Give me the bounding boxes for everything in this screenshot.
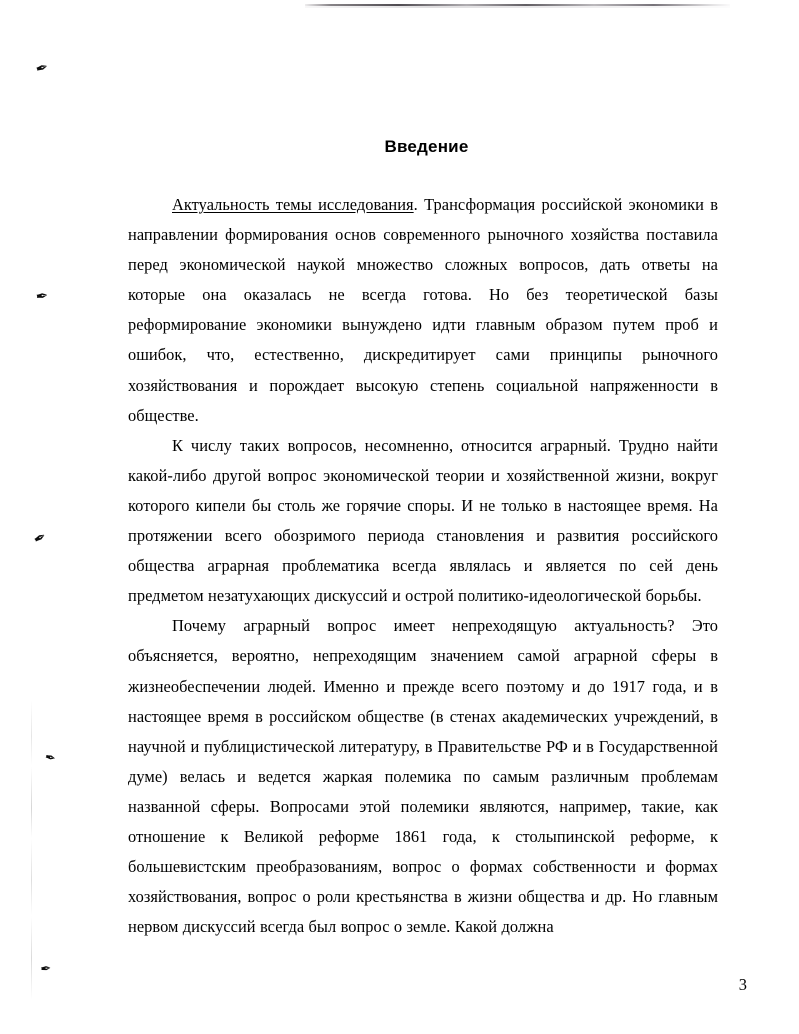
paragraph-why-relevant <box>128 611 718 942</box>
paragraph-body: К числу таких вопросов, несомненно, относится аграрный. Трудно найти какой-либо другой вопрос экономической теории и хозяйственной жизни, вокруг которого кипели бы столь же горячие споры. И не только в настоящее время. На протяжении всего обозримого периода становления и развития российского общества аграрная проблематика всегда являлась и является по сей день предметом незатухающих дискуссий и острой политико-идеологической борьбы. <box>128 435 718 606</box>
scan-streak-artifact <box>305 4 730 6</box>
margin-speck-5-icon: ✒ <box>39 961 53 978</box>
paragraph-agrarian-question <box>128 431 718 612</box>
margin-speck-3-icon: ✒ <box>30 527 50 549</box>
paragraph-relevance <box>128 190 718 431</box>
paragraph-body: Почему аграрный вопрос имеет непреходящую актуальность? Это объясняется, вероятно, непреходящим значением самой аграрной сферы в жизнеобеспечении людей. Именно и прежде всего поэтому и до 1917 года, и в настоящее время в российском обществе (в стенах академических учреждений, в научной и публицистической литературу, в Правительстве РФ и в Государственной думе) велась и ведется жаркая полемика по самым различным проблемам названной сферы. Вопросами этой полемики являются, например, такие, как отношение к Великой реформе 1861 года, к столыпинской реформе, к большевистским преобразованиям, вопрос о формах собственности и формах хозяйствования, вопрос о роли крестьянства в жизни общества и др. Но главным нервом дискуссий всегда был вопрос о земле. Какой должна <box>128 616 718 937</box>
paragraph-body: . Трансформация российской экономики в направлении формирования основ современного рыночного хозяйства поставила перед экономической наукой множество сложных вопросов, дать ответы на которые она оказалась не всегда готова. Но без теоретической базы реформирование экономики вынуждено идти главным образом путем проб и ошибок, что, естественно, дискредитирует сами принципы рыночного хозяйствования и порождает высокую степень социальной напряженности в обществе. <box>128 195 718 425</box>
section-heading: Введение <box>384 137 469 156</box>
binding-edge-artifact <box>31 700 32 1000</box>
page-number: 3 <box>738 975 747 994</box>
paragraph-lead-underlined: Актуальность темы исследования <box>172 195 414 214</box>
body-text <box>128 190 718 942</box>
margin-speck-1-icon: ✒ <box>33 57 51 79</box>
margin-speck-4-icon: ✒ <box>43 749 58 768</box>
margin-speck-2-icon: ✒ <box>34 286 50 306</box>
